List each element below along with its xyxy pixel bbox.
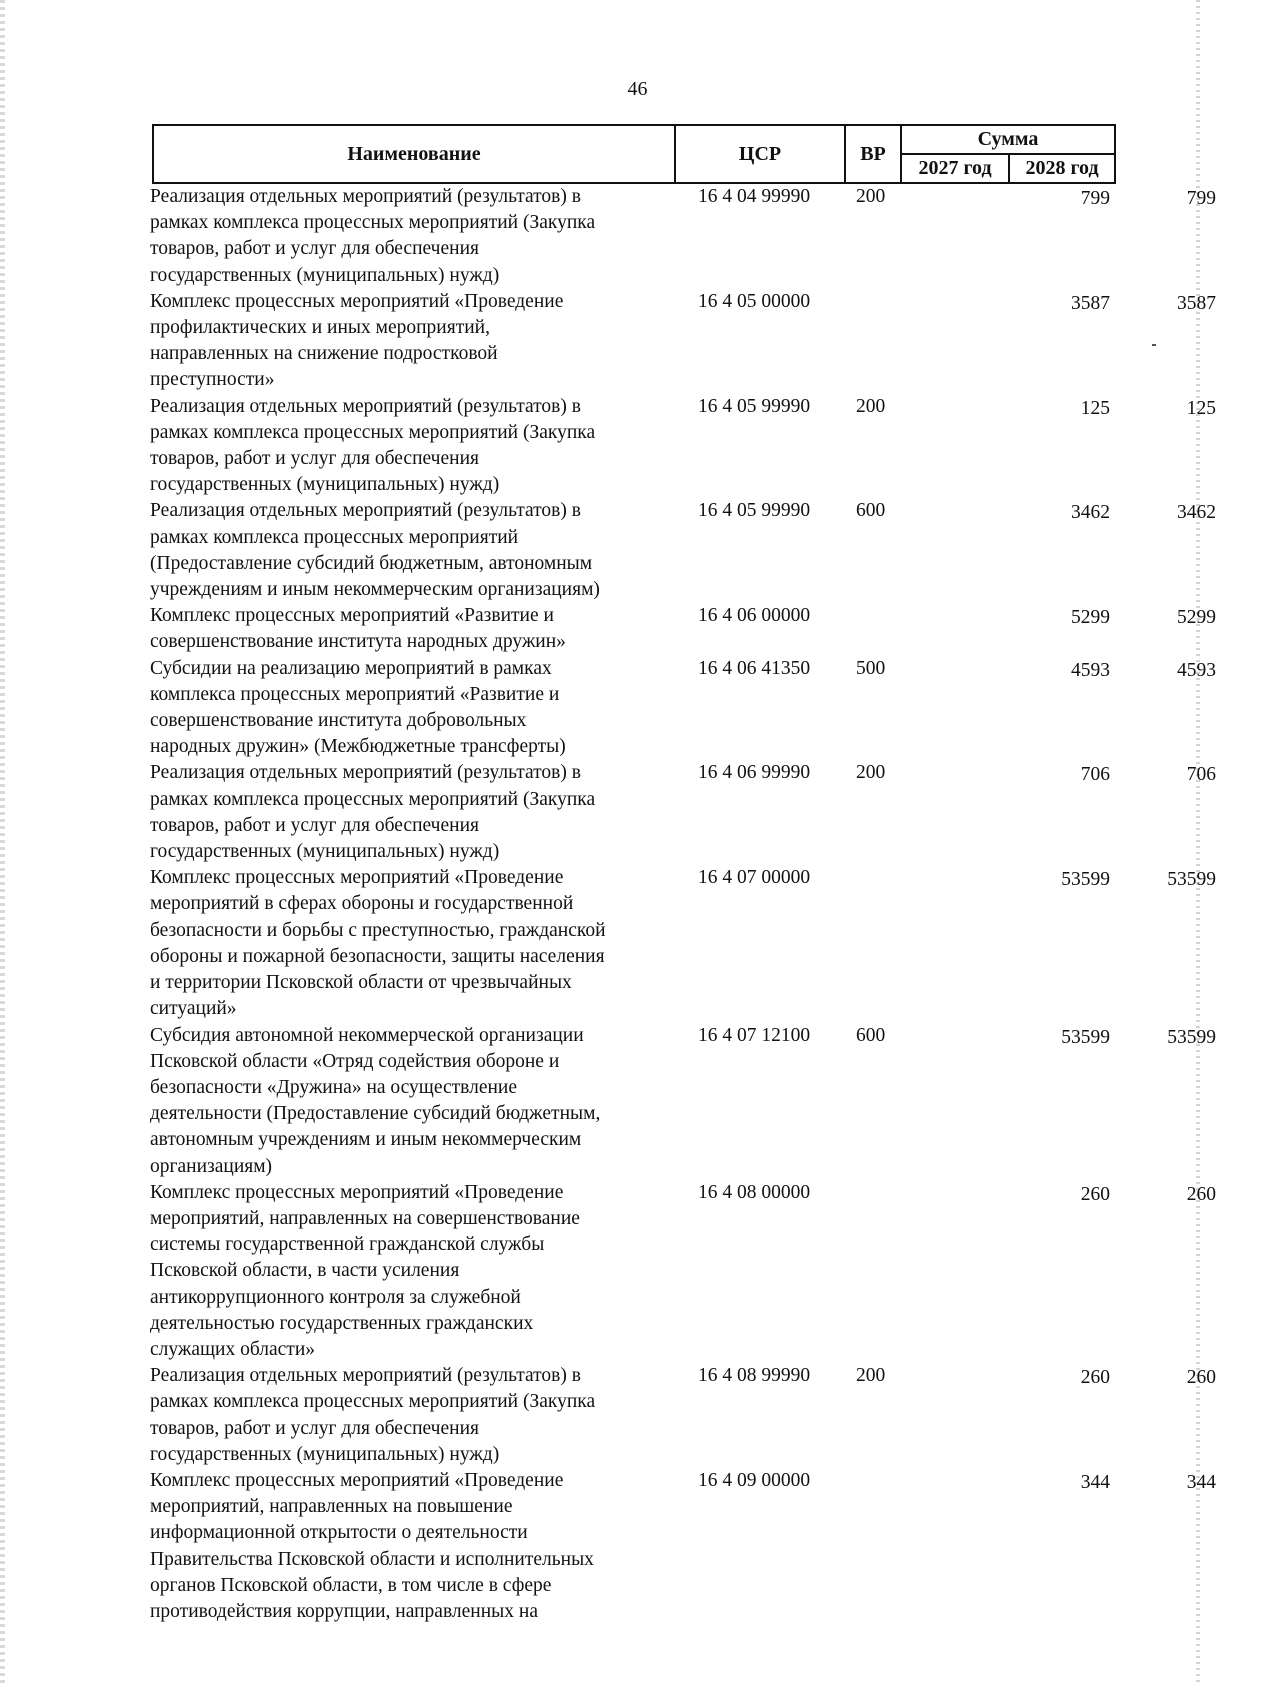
row-sum-2028: 53599 bbox=[1167, 1026, 1216, 1048]
row-csr: 16 4 09 00000 bbox=[698, 1469, 811, 1491]
row-sum-2027: 799 bbox=[1080, 188, 1110, 209]
scan-edge-right bbox=[1196, 0, 1200, 1686]
row-vr: 200 bbox=[856, 1365, 886, 1387]
table-row bbox=[150, 603, 1216, 655]
row-csr: 16 4 07 12100 bbox=[698, 1024, 811, 1046]
row-sum-2027: 53599 bbox=[1061, 1026, 1110, 1048]
table-row bbox=[150, 498, 1216, 603]
row-csr: 16 4 04 99990 bbox=[698, 186, 811, 207]
header-year-2028: 2028 год bbox=[1008, 153, 1116, 184]
row-vr: 600 bbox=[856, 1024, 886, 1046]
row-sum-2027: 260 bbox=[1080, 1183, 1110, 1205]
row-sum-2027: 344 bbox=[1080, 1471, 1110, 1493]
table-row bbox=[150, 289, 1216, 394]
row-sum-2028: 799 bbox=[1186, 188, 1216, 209]
table-row bbox=[150, 656, 1216, 761]
table-row bbox=[150, 1468, 1216, 1625]
table-header bbox=[152, 124, 1116, 184]
row-csr: 16 4 07 00000 bbox=[698, 867, 811, 889]
header-vr: ВР bbox=[844, 124, 902, 184]
row-sum-2027: 3462 bbox=[1071, 502, 1110, 524]
row-vr: 200 bbox=[856, 395, 886, 417]
header-year-2027: 2027 год bbox=[900, 153, 1010, 184]
row-name: Реализация отдельных мероприятий (результатов) в рамках комплекса процессных мероприятий (Закупка товаров, работ и услуг для обеспечения государственных (муниципальных) нужд) bbox=[150, 186, 596, 286]
row-sum-2028: 125 bbox=[1186, 397, 1216, 419]
row-csr: 16 4 08 00000 bbox=[698, 1181, 811, 1203]
scan-edge-left bbox=[0, 0, 5, 1686]
row-name: Комплекс процессных мероприятий «Проведение мероприятий, направленных на повышение информационной открытости о деятельности Правительства Псковской области и исполнительных органов Псковской области, в том числе в сфере противодействия коррупции, направленных на bbox=[150, 1469, 594, 1622]
header-sum: Сумма bbox=[900, 124, 1116, 155]
row-sum-2028: 3462 bbox=[1177, 502, 1216, 524]
row-csr: 16 4 05 99990 bbox=[698, 395, 811, 417]
table-row bbox=[150, 1180, 1216, 1363]
row-sum-2027: 3587 bbox=[1071, 292, 1110, 314]
table-row bbox=[150, 865, 1216, 1022]
row-sum-2028: 4593 bbox=[1177, 659, 1216, 681]
header-name: Наименование bbox=[152, 124, 676, 184]
row-sum-2028: 53599 bbox=[1167, 869, 1216, 891]
table-row bbox=[150, 394, 1216, 499]
scan-speck bbox=[1152, 344, 1156, 346]
page-number: 46 bbox=[627, 78, 648, 100]
row-name: Комплекс процессных мероприятий «Проведение мероприятий в сферах обороны и государственной безопасности и борьбы с преступностью, гражданской обороны и пожарной безопасности, защиты населения и территории Псковской области от чрезвычайных ситуаций» bbox=[150, 867, 606, 1020]
row-name: Субсидии на реализацию мероприятий в рамках комплекса процессных мероприятий «Развитие и совершенствование института добровольных народных дружин» (Межбюджетные трансферты) bbox=[150, 657, 566, 758]
row-sum-2027: 5299 bbox=[1071, 607, 1110, 629]
row-csr: 16 4 06 99990 bbox=[698, 762, 811, 784]
row-csr: 16 4 06 41350 bbox=[698, 657, 811, 679]
table-body bbox=[150, 184, 1216, 1625]
row-sum-2028: 260 bbox=[1186, 1183, 1216, 1205]
row-vr: 200 bbox=[856, 762, 886, 784]
row-sum-2028: 706 bbox=[1186, 764, 1216, 786]
row-sum-2027: 4593 bbox=[1071, 659, 1110, 681]
table-row bbox=[150, 1363, 1216, 1468]
row-sum-2027: 125 bbox=[1080, 397, 1110, 419]
header-csr: ЦСР bbox=[674, 124, 846, 184]
row-sum-2028: 5299 bbox=[1177, 607, 1216, 629]
row-csr: 16 4 08 99990 bbox=[698, 1365, 811, 1387]
table-row bbox=[150, 184, 1216, 289]
row-name: Комплекс процессных мероприятий «Развитие и совершенствование института народных дружин» bbox=[150, 605, 566, 653]
row-name: Субсидия автономной некоммерческой организации Псковской области «Отряд содействия обороне и безопасности «Дружина» на осуществление деятельности (Предоставление субсидий бюджетным, автономным учреждениям и иным некоммерческим организациям) bbox=[150, 1024, 601, 1177]
row-csr: 16 4 05 00000 bbox=[698, 290, 811, 312]
row-csr: 16 4 05 99990 bbox=[698, 500, 811, 522]
row-name: Комплекс процессных мероприятий «Проведение профилактических и иных мероприятий, направленных на снижение подростковой преступности» bbox=[150, 290, 564, 391]
row-sum-2028: 344 bbox=[1186, 1471, 1216, 1493]
row-sum-2028: 3587 bbox=[1177, 292, 1216, 314]
row-name: Реализация отдельных мероприятий (результатов) в рамках комплекса процессных мероприятий (Предоставление субсидий бюджетным, автономным учреждениям и иным некоммерческим организациям) bbox=[150, 500, 600, 601]
row-name: Реализация отдельных мероприятий (результатов) в рамках комплекса процессных мероприятий (Закупка товаров, работ и услуг для обеспечения государственных (муниципальных) нужд) bbox=[150, 395, 596, 496]
row-sum-2027: 53599 bbox=[1061, 869, 1110, 891]
table-row bbox=[150, 760, 1216, 865]
row-csr: 16 4 06 00000 bbox=[698, 605, 811, 627]
row-name: Комплекс процессных мероприятий «Проведение мероприятий, направленных на совершенствование системы государственной гражданской службы Псковской области, в части усиления антикоррупционного контроля за служебной деятельностью государственных гражданских служащих области» bbox=[150, 1181, 580, 1360]
row-vr: 600 bbox=[856, 500, 886, 522]
table-row bbox=[150, 1023, 1216, 1180]
row-name: Реализация отдельных мероприятий (результатов) в рамках комплекса процессных мероприятий (Закупка товаров, работ и услуг для обеспечения государственных (муниципальных) нужд) bbox=[150, 1365, 596, 1465]
row-sum-2027: 260 bbox=[1080, 1367, 1110, 1389]
row-vr: 500 bbox=[856, 657, 886, 679]
row-sum-2028: 260 bbox=[1186, 1367, 1216, 1389]
row-sum-2027: 706 bbox=[1080, 764, 1110, 786]
row-name: Реализация отдельных мероприятий (результатов) в рамках комплекса процессных мероприятий (Закупка товаров, работ и услуг для обеспечения государственных (муниципальных) нужд) bbox=[150, 762, 596, 863]
row-vr: 200 bbox=[856, 186, 886, 207]
